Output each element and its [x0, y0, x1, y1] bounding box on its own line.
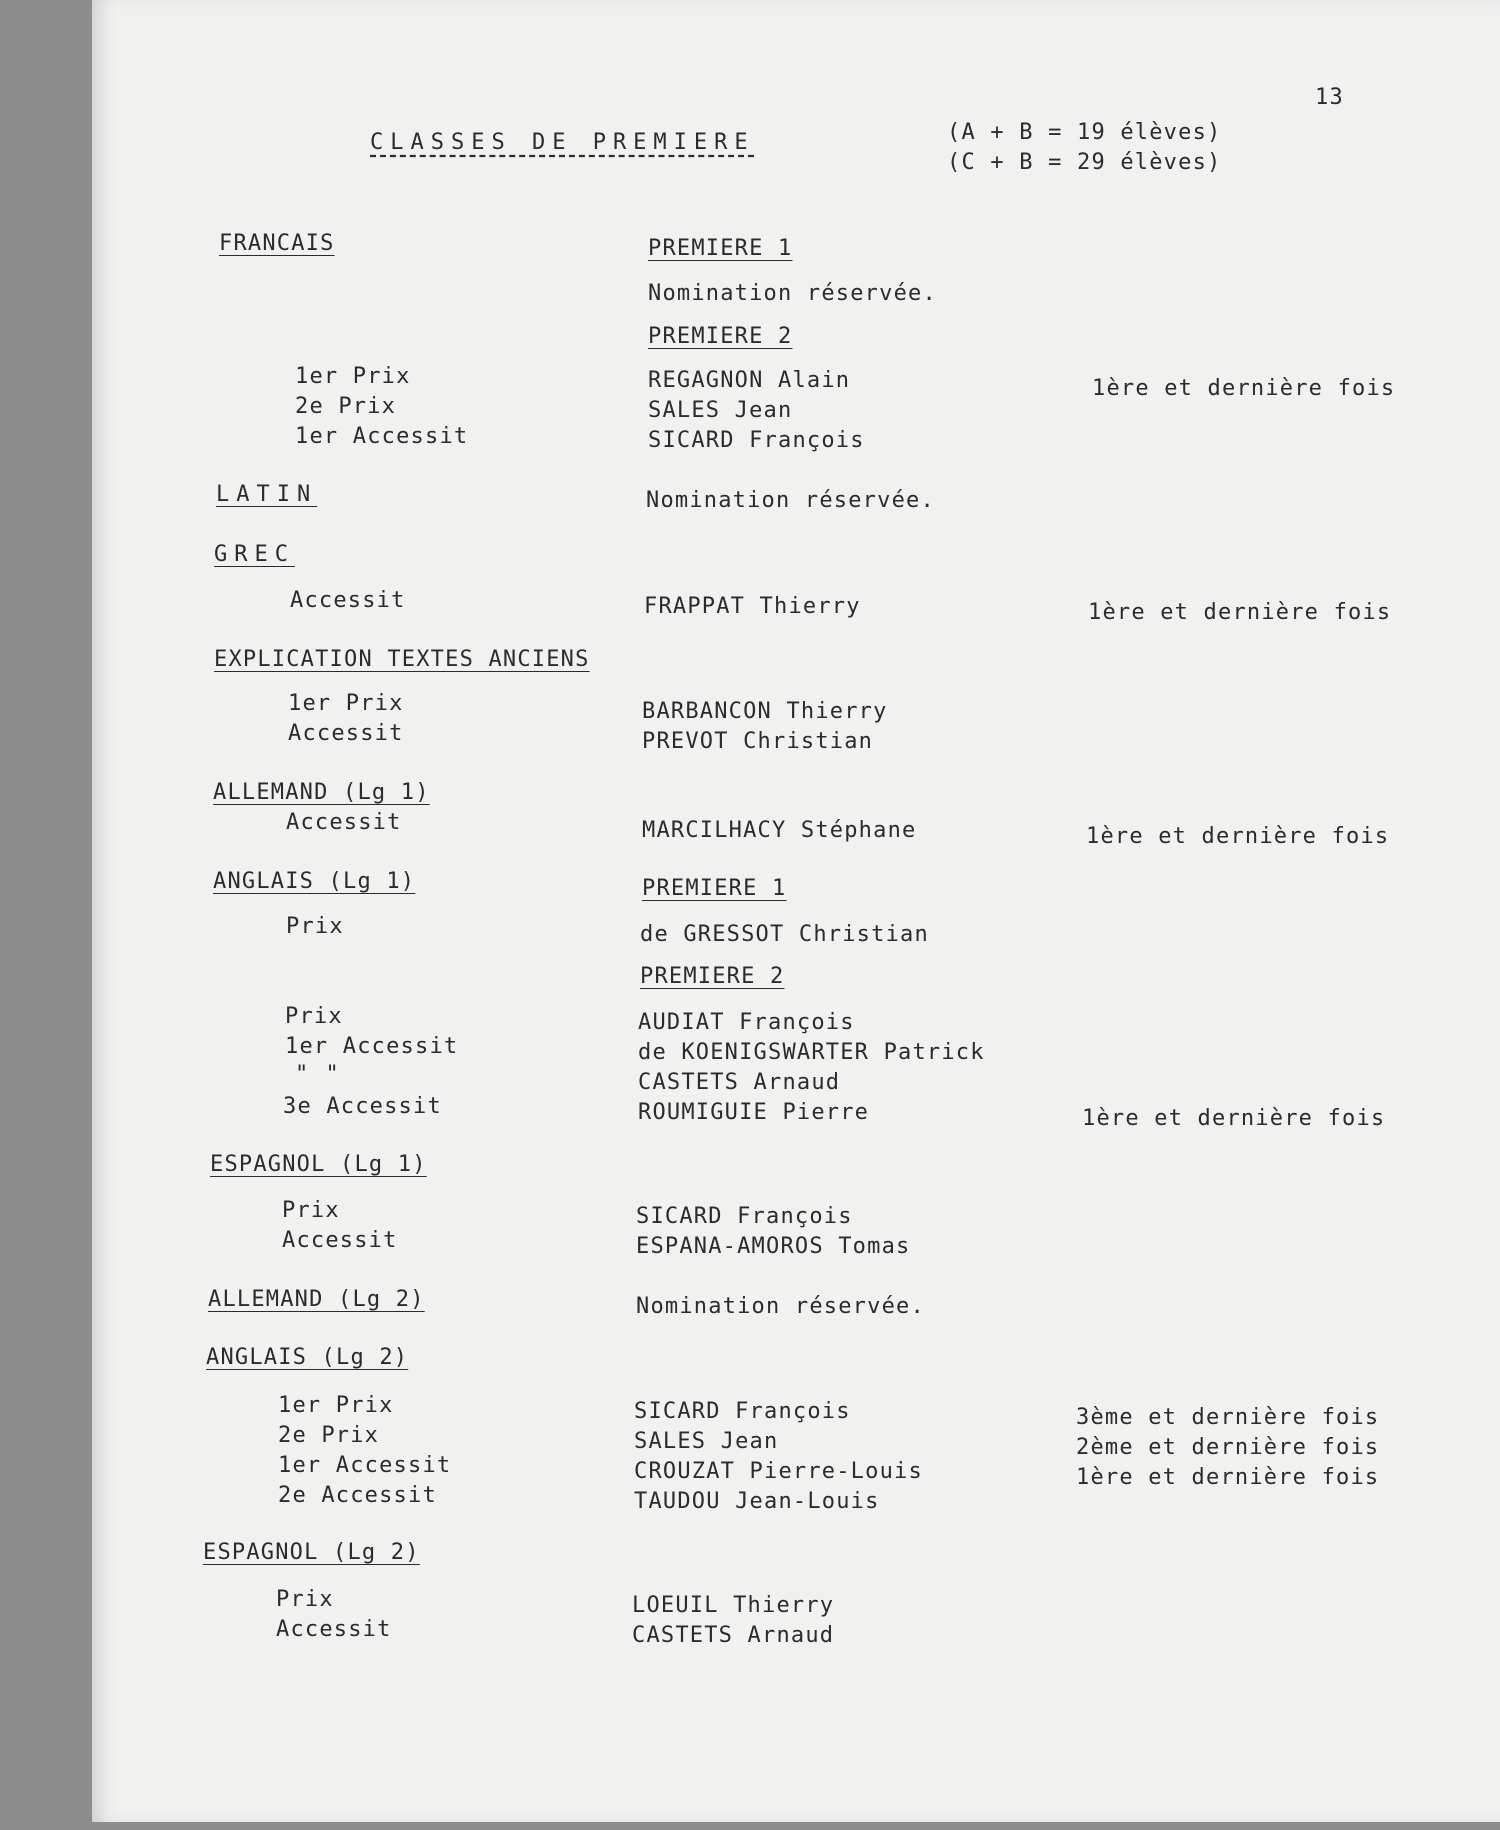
student-name: SALES Jean: [634, 1429, 779, 1454]
student-name: de GRESSOT Christian: [640, 922, 929, 947]
award-label: Prix: [286, 914, 344, 939]
remark: 2ème et dernière fois: [1076, 1435, 1380, 1460]
student-name: SALES Jean: [648, 398, 793, 423]
student-name: CASTETS Arnaud: [638, 1070, 841, 1095]
award-label: Accessit: [276, 1617, 392, 1642]
document-page: [92, 0, 1500, 1822]
student-name: TAUDOU Jean-Louis: [634, 1489, 880, 1514]
award-label: 2e Prix: [295, 394, 397, 419]
student-name: PREVOT Christian: [642, 729, 874, 754]
award-label: 2e Prix: [278, 1423, 380, 1448]
subject-heading: ESPAGNOL (Lg 1): [210, 1152, 427, 1177]
remark: 3ème et dernière fois: [1076, 1405, 1380, 1430]
student-name: CROUZAT Pierre-Louis: [634, 1459, 923, 1484]
class-label: PREMIERE 2: [640, 964, 785, 989]
award-label: 1er Prix: [278, 1393, 394, 1418]
award-label: Accessit: [286, 810, 402, 835]
award-label: 1er Accessit: [278, 1453, 452, 1478]
class-label: PREMIERE 1: [648, 236, 793, 261]
award-label: 1er Prix: [295, 364, 411, 389]
subject-heading: ANGLAIS (Lg 1): [213, 869, 416, 894]
remark: 1ère et dernière fois: [1092, 376, 1396, 401]
count-ab: (A + B = 19 élèves): [947, 120, 1222, 145]
student-name: FRAPPAT Thierry: [644, 594, 861, 619]
award-label: Accessit: [290, 588, 406, 613]
student-name: BARBANCON Thierry: [642, 699, 888, 724]
student-name: MARCILHACY Stéphane: [642, 818, 917, 843]
ditto-mark: " ": [295, 1062, 341, 1087]
student-name: ESPANA-AMOROS Tomas: [636, 1234, 911, 1259]
page-title: CLASSES DE PREMIERE: [370, 130, 755, 155]
subject-heading: ALLEMAND (Lg 1): [213, 780, 430, 805]
student-name: REGAGNON Alain: [648, 368, 851, 393]
student-name: CASTETS Arnaud: [632, 1623, 835, 1648]
note: Nomination réservée.: [646, 488, 935, 513]
award-label: Accessit: [282, 1228, 398, 1253]
award-label: 1er Prix: [288, 691, 404, 716]
subject-heading: ALLEMAND (Lg 2): [208, 1287, 425, 1312]
student-name: de KOENIGSWARTER Patrick: [638, 1040, 985, 1065]
remark: 1ère et dernière fois: [1088, 600, 1392, 625]
subject-heading: LATIN: [216, 482, 318, 507]
page-number: 13: [1315, 85, 1344, 110]
award-label: 1er Accessit: [295, 424, 469, 449]
award-label: Prix: [276, 1587, 334, 1612]
student-name: ROUMIGUIE Pierre: [638, 1100, 870, 1125]
count-cb: (C + B = 29 élèves): [947, 150, 1222, 175]
award-label: 1er Accessit: [285, 1034, 459, 1059]
remark: 1ère et dernière fois: [1086, 824, 1390, 849]
award-label: Prix: [285, 1004, 343, 1029]
student-name: LOEUIL Thierry: [632, 1593, 835, 1618]
award-label: Prix: [282, 1198, 340, 1223]
subject-heading: GREC: [214, 542, 295, 567]
subject-heading: FRANCAIS: [219, 231, 335, 256]
student-name: SICARD François: [648, 428, 865, 453]
student-name: AUDIAT François: [638, 1010, 855, 1035]
class-label: PREMIERE 1: [642, 876, 787, 901]
remark: 1ère et dernière fois: [1076, 1465, 1380, 1490]
remark: 1ère et dernière fois: [1082, 1106, 1386, 1131]
subject-heading: EXPLICATION TEXTES ANCIENS: [214, 647, 590, 672]
class-label: PREMIERE 2: [648, 324, 793, 349]
award-label: 3e Accessit: [283, 1094, 442, 1119]
student-name: SICARD François: [636, 1204, 853, 1229]
subject-heading: ANGLAIS (Lg 2): [206, 1345, 409, 1370]
note: Nomination réservée.: [648, 281, 937, 306]
subject-heading: ESPAGNOL (Lg 2): [203, 1540, 420, 1565]
award-label: 2e Accessit: [278, 1483, 437, 1508]
note: Nomination réservée.: [636, 1294, 925, 1319]
student-name: SICARD François: [634, 1399, 851, 1424]
award-label: Accessit: [288, 721, 404, 746]
